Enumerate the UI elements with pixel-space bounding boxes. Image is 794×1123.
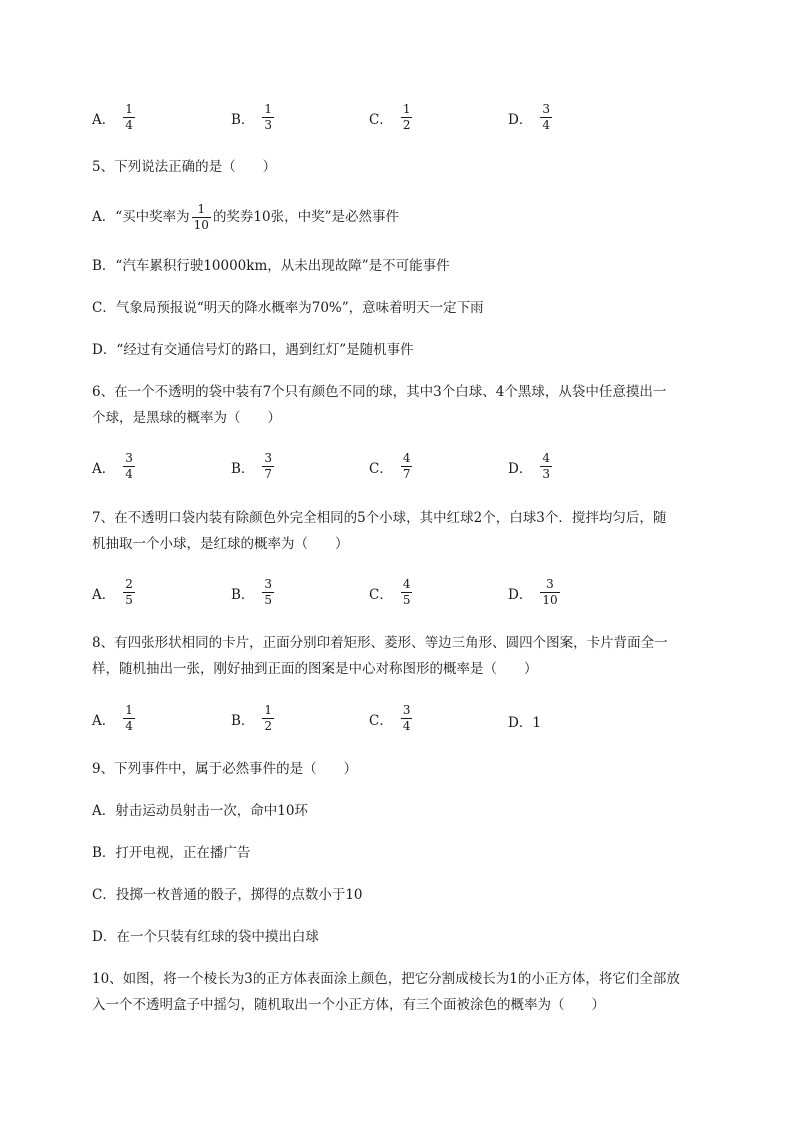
fraction [123,103,135,132]
fraction [401,704,413,733]
q4-option-b[interactable] [231,103,276,132]
numerator: 3 [542,102,550,116]
q4-option-d[interactable] [508,103,554,132]
numerator: 1 [197,201,206,216]
q10-stem-line1: 10、如图，将一个棱长为3的正方体表面涂上颜色，把它分割成棱长为1的小正方体，将它们全部放 [92,971,680,987]
denominator: 7 [264,467,273,481]
option-letter: B． [231,460,255,477]
numerator: 1 [402,102,411,116]
option-letter: C． [369,111,393,128]
numerator: 1 [125,703,133,717]
fraction [262,103,274,132]
numerator: 3 [125,451,133,465]
q8-stem-line1: 8、有四张形状相同的卡片，正面分别印着矩形、菱形、等边三角形、圆四个图案，卡片背面全一 [92,635,668,651]
option-letter: D． [508,460,533,477]
fraction [540,103,552,132]
q9-option-c[interactable]: C．投掷一枚普通的骰子，掷得的点数小于10 [92,887,363,903]
option-letter: B． [231,712,255,729]
denominator: 5 [264,593,273,607]
fraction [401,103,413,132]
denominator: 5 [125,593,133,607]
numerator: 1 [264,102,273,116]
fraction [123,704,135,733]
q7-stem-line2: 机抽取一个小球，是红球的概率为（ ） [92,536,349,552]
q5-option-a[interactable] [92,200,734,234]
q5-option-d[interactable]: D．“经过有交通信号灯的路口，遇到红灯”是随机事件 [92,342,414,358]
q5-option-c[interactable]: C．气象局预报说“明天的降水概率为70%”，意味着明天一定下雨 [92,300,484,316]
q6-stem-line1: 6、在一个不透明的袋中装有7个只有颜色不同的球，其中3个白球、4个黑球，从袋中任意摸出一 [92,384,667,400]
option-letter: B． [231,586,255,603]
option-letter: C． [369,460,393,477]
fraction [262,452,274,481]
option-text: 的奖券10张，中奖”是必然事件 [212,209,400,225]
q10-stem-line2: 入一个不透明盒子中摇匀，随机取出一个小正方体，有三个面被涂色的概率为（ ） [92,997,605,1013]
q7-option-c[interactable] [369,578,414,607]
denominator: 4 [125,467,133,481]
numerator: 3 [546,577,554,591]
numerator: 1 [264,703,273,717]
option-letter: D． [508,586,533,603]
q8-stem-line2: 样，随机抽出一张，刚好抽到正面的图案是中心对称图形的概率是（ ） [92,661,538,677]
option-letter: B． [231,111,255,128]
numerator: 2 [125,577,133,591]
denominator: 5 [402,593,411,607]
numerator: 3 [264,451,273,465]
fraction [262,704,274,733]
q7-stem-line1: 7、在不透明口袋内装有除颜色外完全相同的5个小球，其中红球2个，白球3个．搅拌均匀后，随 [92,510,667,526]
denominator: 4 [125,719,133,733]
q6-option-a[interactable] [92,452,137,481]
option-letter: C． [369,712,393,729]
numerator: 3 [402,703,411,717]
option-letter: C． [369,586,393,603]
q4-option-a[interactable] [92,103,137,132]
q8-option-c[interactable] [369,704,414,733]
q8-option-b[interactable] [231,704,276,733]
option-letter: D． [508,111,533,128]
denominator: 10 [193,217,209,232]
q9-stem: 9、下列事件中，属于必然事件的是（ ） [92,761,358,777]
numerator: 4 [542,451,550,465]
denominator: 4 [542,118,550,132]
denominator: 4 [402,719,411,733]
q8-option-d[interactable]: D．1 [508,715,541,731]
q4-option-c[interactable] [369,103,414,132]
q9-option-d[interactable]: D．在一个只装有红球的袋中摸出白球 [92,929,319,945]
numerator: 4 [402,577,411,591]
q6-option-d[interactable] [508,452,554,481]
q5-stem: 5、下列说法正确的是（ ） [92,159,277,175]
q5-option-b[interactable]: B．“汽车累积行驶10000km，从未出现故障”是不可能事件 [92,258,450,274]
option-letter: A． [92,460,116,477]
fraction [540,452,552,481]
fraction [123,452,135,481]
numerator: 1 [125,102,133,116]
q7-option-d[interactable] [508,578,562,607]
denominator: 4 [125,118,133,132]
denominator: 3 [542,467,550,481]
numerator: 4 [402,451,411,465]
numerator: 3 [264,577,273,591]
q6-stem-line2: 个球，是黑球的概率为（ ） [92,410,281,426]
q7-option-b[interactable] [231,578,276,607]
q6-option-c[interactable] [369,452,414,481]
fraction [401,578,413,607]
option-text: A．“买中奖率为 [92,209,190,225]
option-letter: A． [92,111,116,128]
q7-option-a[interactable] [92,578,137,607]
fraction [540,578,559,607]
fraction [262,578,274,607]
fraction [192,203,211,232]
denominator: 10 [542,593,558,607]
q6-option-b[interactable] [231,452,276,481]
q9-option-b[interactable]: B．打开电视，正在播广告 [92,845,251,861]
denominator: 7 [402,467,411,481]
q8-option-a[interactable] [92,704,137,733]
q9-option-a[interactable]: A．射击运动员射击一次，命中10环 [92,803,308,819]
denominator: 2 [264,719,273,733]
option-letter: A． [92,712,116,729]
denominator: 3 [264,118,273,132]
option-letter: A． [92,586,116,603]
fraction [123,578,135,607]
fraction [401,452,413,481]
denominator: 2 [402,118,411,132]
